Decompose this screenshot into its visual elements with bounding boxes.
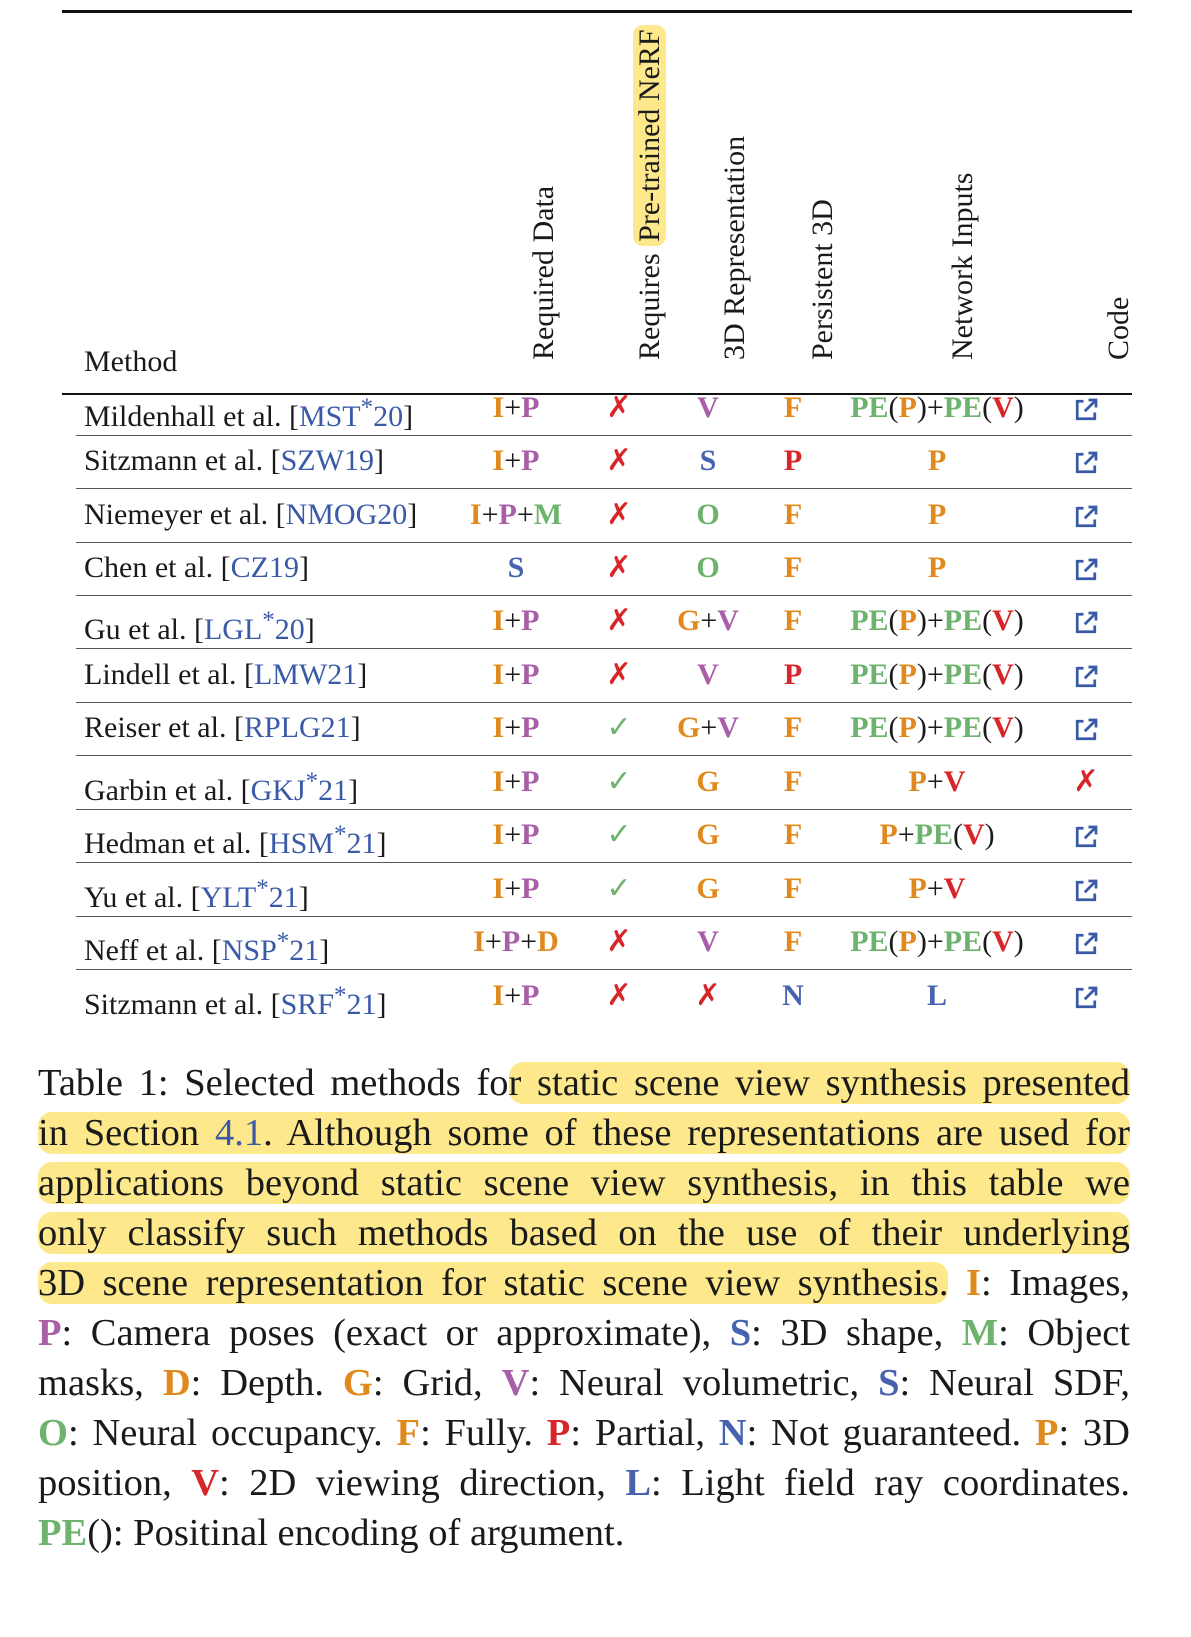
- cross-mark-icon: ✗: [606, 551, 632, 584]
- method-name: Garbin et al. [GKJ*21]: [84, 768, 359, 807]
- table-row: [76, 700, 1132, 756]
- method-name: Sitzmann et al. [SRF*21]: [84, 982, 387, 1021]
- persistent-cell: P: [783, 658, 803, 691]
- external-link-icon: [1071, 395, 1101, 425]
- method-name: Yu et al. [YLT*21]: [84, 875, 309, 914]
- check-mark-icon: ✓: [606, 872, 632, 905]
- required-data-cell: I+P: [492, 979, 540, 1012]
- external-link-icon: [1071, 555, 1101, 585]
- persistent-cell: F: [783, 872, 803, 905]
- citation-link[interactable]: RPLG21: [243, 711, 351, 744]
- code-cell[interactable]: [1071, 968, 1101, 1023]
- external-link-icon: [1071, 715, 1101, 745]
- required-data-cell: I+P: [492, 711, 540, 744]
- pretrained-cell: [606, 433, 631, 488]
- required-data-cell: I+P: [492, 391, 540, 424]
- table-row: [76, 754, 1132, 810]
- citation-link[interactable]: MST*20: [298, 394, 404, 433]
- pretrained-cell: [606, 754, 631, 809]
- external-link-icon: [1071, 448, 1101, 478]
- table-row: [76, 593, 1132, 649]
- external-link-icon: [1071, 822, 1101, 852]
- header-pretrained-highlight: Pre-trained NeRF: [633, 25, 666, 245]
- citation-link[interactable]: LGL*20: [203, 607, 305, 646]
- representation-cell: V: [697, 391, 719, 424]
- code-cell[interactable]: [1071, 700, 1101, 755]
- table-row: [76, 914, 1132, 970]
- inputs-cell: P: [927, 498, 947, 531]
- method-name: Neff et al. [NSP*21]: [84, 928, 330, 967]
- external-link-icon: [1071, 608, 1101, 638]
- required-data-cell: I+P: [492, 872, 540, 905]
- method-name: Sitzmann et al. [SZW19]: [84, 444, 384, 477]
- representation-cell: G: [696, 765, 720, 798]
- cross-mark-icon: ✗: [606, 658, 632, 691]
- code-cell[interactable]: [1071, 487, 1101, 542]
- cross-mark-icon: ✗: [695, 979, 721, 1012]
- method-name: Reiser et al. [RPLG21]: [84, 711, 361, 744]
- code-cell[interactable]: [1071, 593, 1101, 648]
- external-link-icon: [1071, 983, 1101, 1013]
- required-data-cell: S: [507, 551, 525, 584]
- table-row: [76, 807, 1132, 863]
- code-cell[interactable]: [1071, 807, 1101, 862]
- table-row: [76, 861, 1132, 917]
- external-link-icon: [1071, 502, 1101, 532]
- representation-cell: V: [697, 925, 719, 958]
- pretrained-cell: [606, 968, 631, 1023]
- table-row: [76, 380, 1132, 436]
- code-cell[interactable]: [1071, 861, 1101, 916]
- inputs-cell: PE(P)+PE(V): [850, 658, 1024, 691]
- persistent-cell: F: [783, 498, 803, 531]
- required-data-cell: I+P: [492, 818, 540, 851]
- pretrained-cell: [606, 540, 631, 595]
- check-mark-icon: ✓: [606, 711, 632, 744]
- pretrained-cell: [606, 700, 631, 755]
- required-data-cell: I+P: [492, 604, 540, 637]
- representation-cell: G+V: [677, 604, 739, 637]
- pretrained-cell: [606, 807, 631, 862]
- cross-mark-icon: ✗: [1073, 765, 1099, 798]
- inputs-cell: PE(P)+PE(V): [850, 925, 1024, 958]
- method-name: Lindell et al. [LMW21]: [84, 658, 368, 691]
- pretrained-cell: [606, 647, 631, 702]
- table-row: [76, 968, 1132, 1023]
- representation-cell: G+V: [677, 711, 739, 744]
- persistent-cell: F: [783, 925, 803, 958]
- required-data-cell: I+P+D: [473, 925, 559, 958]
- representation-cell: [695, 968, 720, 1023]
- persistent-cell: F: [783, 765, 803, 798]
- persistent-cell: F: [783, 551, 803, 584]
- persistent-cell: P: [783, 444, 803, 477]
- citation-link[interactable]: HSM*21: [268, 821, 377, 860]
- code-cell[interactable]: [1071, 380, 1101, 435]
- inputs-cell: P: [927, 444, 947, 477]
- citation-link[interactable]: NSP*21: [221, 928, 320, 967]
- required-data-cell: I+P: [492, 765, 540, 798]
- inputs-cell: PE(P)+PE(V): [850, 711, 1024, 744]
- section-ref-link[interactable]: 4.1: [214, 1112, 264, 1154]
- pretrained-cell: [606, 914, 631, 969]
- external-link-icon: [1071, 929, 1101, 959]
- cross-mark-icon: ✗: [606, 979, 632, 1012]
- persistent-cell: F: [783, 604, 803, 637]
- table-row: [76, 540, 1132, 596]
- persistent-cell: F: [783, 711, 803, 744]
- citation-link[interactable]: SRF*21: [280, 982, 377, 1021]
- table-row: [76, 433, 1132, 489]
- code-cell: [1073, 754, 1098, 809]
- citation-link[interactable]: NMOG20: [285, 498, 408, 531]
- inputs-cell: P+PE(V): [879, 818, 995, 851]
- cross-mark-icon: ✗: [606, 925, 632, 958]
- code-cell[interactable]: [1071, 433, 1101, 488]
- header-method: Method: [84, 345, 178, 378]
- pretrained-cell: [606, 593, 631, 648]
- external-link-icon: [1071, 876, 1101, 906]
- cross-mark-icon: ✗: [606, 498, 632, 531]
- persistent-cell: F: [783, 818, 803, 851]
- cross-mark-icon: ✗: [606, 444, 632, 477]
- citation-link[interactable]: LMW21: [253, 658, 358, 691]
- representation-cell: G: [696, 818, 720, 851]
- inputs-cell: PE(P)+PE(V): [850, 604, 1024, 637]
- method-name: Chen et al. [CZ19]: [84, 551, 309, 584]
- inputs-cell: P+V: [908, 765, 966, 798]
- required-data-cell: I+P: [492, 444, 540, 477]
- code-cell[interactable]: [1071, 540, 1101, 595]
- table-caption: Table 1: Selected methods for static scene view synthesis presented in Section 4.1. Although some of these representations are used for applications beyond static scene view synthesis, in this table we only classify such methods based on the use of their underlying 3D scene representation for static scene view synthesis. I: Images, P: Camera poses (exact or approximate), S: 3D shape, M: Object masks, D: Depth. G: Grid, V: Neural volumetric, S: Neural SDF, O: Neural occupancy. F: Fully. P: Partial, N: Not guaranteed. P: 3D position, V: 2D viewing direction, L: Light field ray coordinates. PE(): Positinal encoding of argument.: [38, 1062, 1130, 1554]
- citation-link[interactable]: CZ19: [230, 551, 299, 584]
- citation-link[interactable]: GKJ*21: [250, 768, 349, 807]
- check-mark-icon: ✓: [606, 765, 632, 798]
- method-name: Hedman et al. [HSM*21]: [84, 821, 387, 860]
- inputs-cell: L: [926, 979, 948, 1012]
- cross-mark-icon: ✗: [606, 391, 632, 424]
- inputs-cell: P+V: [908, 872, 966, 905]
- representation-cell: V: [697, 658, 719, 691]
- top-rule: [62, 10, 1132, 13]
- table-row: [76, 487, 1132, 543]
- pretrained-cell: [606, 380, 631, 435]
- cross-mark-icon: ✗: [606, 604, 632, 637]
- table-row: [76, 647, 1132, 703]
- method-name: Niemeyer et al. [NMOG20]: [84, 498, 418, 531]
- check-mark-icon: ✓: [606, 818, 632, 851]
- pretrained-cell: [606, 861, 631, 916]
- required-data-cell: I+P+M: [469, 498, 563, 531]
- inputs-cell: P: [927, 551, 947, 584]
- representation-cell: O: [696, 498, 720, 531]
- external-link-icon: [1071, 662, 1101, 692]
- representation-cell: S: [699, 444, 717, 477]
- required-data-cell: I+P: [492, 658, 540, 691]
- code-cell[interactable]: [1071, 647, 1101, 702]
- pretrained-cell: [606, 487, 631, 542]
- representation-cell: G: [696, 872, 720, 905]
- citation-link[interactable]: SZW19: [280, 444, 374, 477]
- representation-cell: O: [696, 551, 720, 584]
- persistent-cell: F: [783, 391, 803, 424]
- persistent-cell: N: [782, 979, 804, 1012]
- inputs-cell: PE(P)+PE(V): [850, 391, 1024, 424]
- citation-link[interactable]: YLT*21: [200, 875, 299, 914]
- method-name: Gu et al. [LGL*20]: [84, 607, 315, 646]
- code-cell[interactable]: [1071, 914, 1101, 969]
- method-name: Mildenhall et al. [MST*20]: [84, 394, 414, 433]
